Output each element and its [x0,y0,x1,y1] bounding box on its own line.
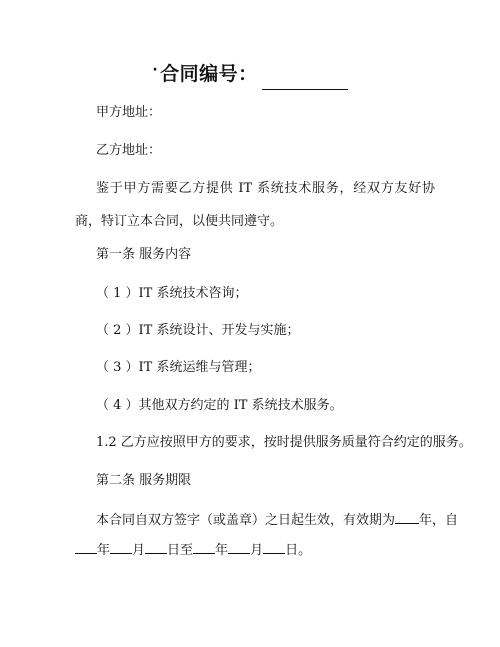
party-b-address-label: 乙方地址： [96,143,162,158]
clause-1-2: 1.2 乙方应按照甲方的要求，按时提供服务质量符合约定的服务。 [96,435,472,450]
service-item-1: （ 1 ）IT 系统技术咨询； [96,286,248,301]
service-item-2: （ 2 ）IT 系统设计、开发与实施； [96,323,300,338]
term-text-8: 日。 [285,543,312,558]
intro-paragraph: 鉴于甲方需要乙方提供 IT 系统技术服务，经双方友好协商，特订立本合同，以便共同遵守。 [75,181,435,229]
end-month-blank[interactable] [228,541,250,554]
term-text-3: 年 [97,543,111,558]
term-years-blank[interactable] [395,511,419,524]
contract-number-blank[interactable] [262,71,348,90]
service-item-3: （ 3 ）IT 系统运维与管理； [96,360,261,375]
term-line-1 [96,511,459,529]
term-text-6: 年 [215,543,229,558]
contract-number-title [0,60,500,90]
term-text-1: 本合同自双方签字（或盖章）之日起生效，有效期为 [96,513,396,528]
service-item-4: （ 4 ）其他双方约定的 IT 系统技术服务。 [96,398,343,413]
title-mark: · [152,62,159,78]
start-month-blank[interactable] [110,541,132,554]
party-a-address-label: 甲方地址： [96,105,162,120]
end-year-blank[interactable] [193,541,215,554]
term-text-2: 年，自 [419,513,459,528]
term-text-7: 月 [250,543,264,558]
article-1-heading: 第一条 服务内容 [96,247,192,262]
start-year-blank[interactable] [75,541,97,554]
term-line-2 [75,541,415,559]
end-day-blank[interactable] [263,541,285,554]
article-2-heading: 第二条 服务期限 [96,473,192,488]
term-text-4: 月 [132,543,146,558]
contract-number-label: 合同编号： [160,63,258,85]
term-text-5: 日至 [167,543,194,558]
start-day-blank[interactable] [145,541,167,554]
